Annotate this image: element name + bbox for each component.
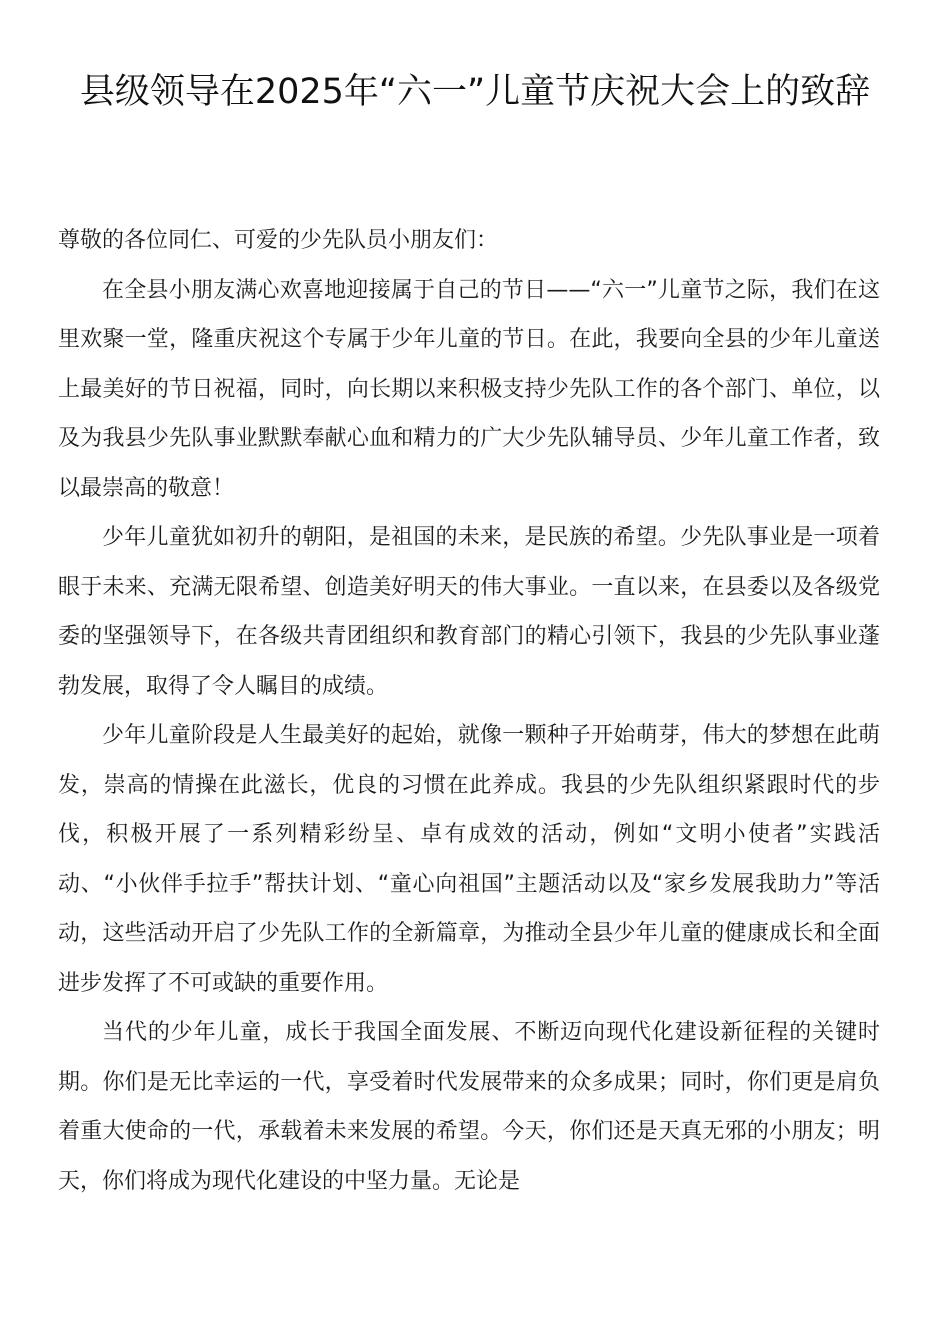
document-title: 县级领导在2025年“六一”儿童节庆祝大会上的致辞 (79, 72, 871, 112)
paragraph-3: 少年儿童阶段是人生最美好的起始，就像一颗种子开始萌芽，伟大的梦想在此萌发，崇高的情操在此滋长，优良的习惯在此养成。我县的少先队组织紧跟时代的步伐，积极开展了一系列精彩纷呈、卓有成效的活动，例如“文明小使者”实践活动、“小伙伴手拉手”帮扶计划、“童心向祖国”主题活动以及“家乡发展我助力”等活动，这些活动开启了少先队工作的全新篇章，为推动全县少年儿童的健康成长和全面进步发挥了不可或缺的重要作用。 (58, 723, 880, 996)
salutation: 尊敬的各位同仁、可爱的少先队员小朋友们： (58, 228, 499, 253)
document-body (58, 216, 880, 1206)
paragraph-1: 在全县小朋友满心欢喜地迎接属于自己的节日——“六一”儿童节之际，我们在这里欢聚一堂，隆重庆祝这个专属于少年儿童的节日。在此，我要向全县的少年儿童送上最美好的节日祝福，同时，向长期以来积极支持少先队工作的各个部门、单位，以及为我县少先队事业默默奉献心血和精力的广大少先队辅导员、少年儿童工作者，致以最崇高的敬意！ (58, 277, 880, 501)
paragraph-4: 当代的少年儿童，成长于我国全面发展、不断迈向现代化建设新征程的关键时期。你们是无比幸运的一代，享受着时代发展带来的众多成果；同时，你们更是肩负着重大使命的一代，承载着未来发展的希望。今天，你们还是天真无邪的小朋友；明天，你们将成为现代化建设的中坚力量。无论是 (58, 1020, 880, 1194)
paragraph-2: 少年儿童犹如初升的朝阳，是祖国的未来，是民族的希望。少先队事业是一项着眼于未来、充满无限希望、创造美好明天的伟大事业。一直以来，在县委以及各级党委的坚强领导下，在各级共青团组织和教育部门的精心引领下，我县的少先队事业蓬勃发展，取得了令人瞩目的成绩。 (58, 525, 880, 699)
